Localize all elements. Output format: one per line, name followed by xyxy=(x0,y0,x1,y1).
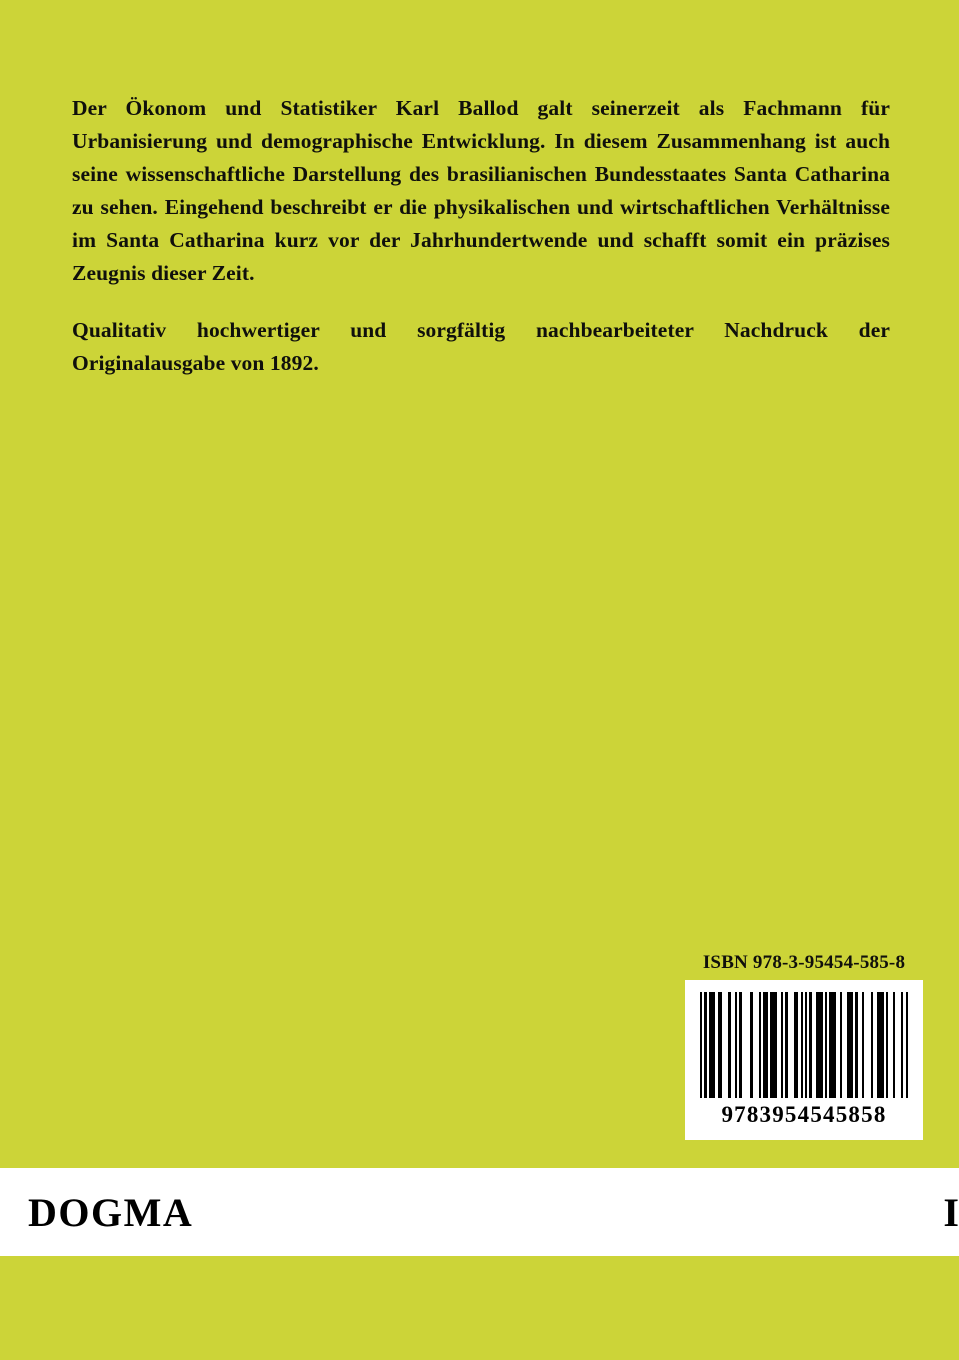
spine-letter: I xyxy=(943,1189,959,1235)
blurb-paragraph-2: Qualitativ hochwertiger und sorgfältig nachbearbeiteter Nachdruck der Originalausgabe von 1892. xyxy=(72,318,890,375)
barcode-bars xyxy=(700,992,908,1098)
blurb-paragraph-1: Der Ökonom und Statistiker Karl Ballod galt seinerzeit als Fachmann für Urbanisierung und demographische Entwicklung. In diesem Zusammenhang ist auch seine wissenschaftliche Darstellung des brasilianischen Bundesstaates Santa Catharina zu sehen. Eingehend beschreibt er die physikalischen und wirtschaftlichen Verhältnisse im Santa Catharina kurz vor der Jahrhundertwende und schafft somit ein präzises Zeugnis dieser Zeit. xyxy=(72,96,890,285)
isbn-label: ISBN 978-3-95454-585-8 xyxy=(702,952,906,973)
isbn-area xyxy=(685,952,923,1140)
barcode xyxy=(685,980,923,1140)
publisher-name: DOGMA xyxy=(28,1189,194,1235)
barcode-digits: 9783954545858 xyxy=(721,1102,887,1127)
publisher-band xyxy=(0,1168,959,1256)
blurb-text xyxy=(72,92,890,380)
